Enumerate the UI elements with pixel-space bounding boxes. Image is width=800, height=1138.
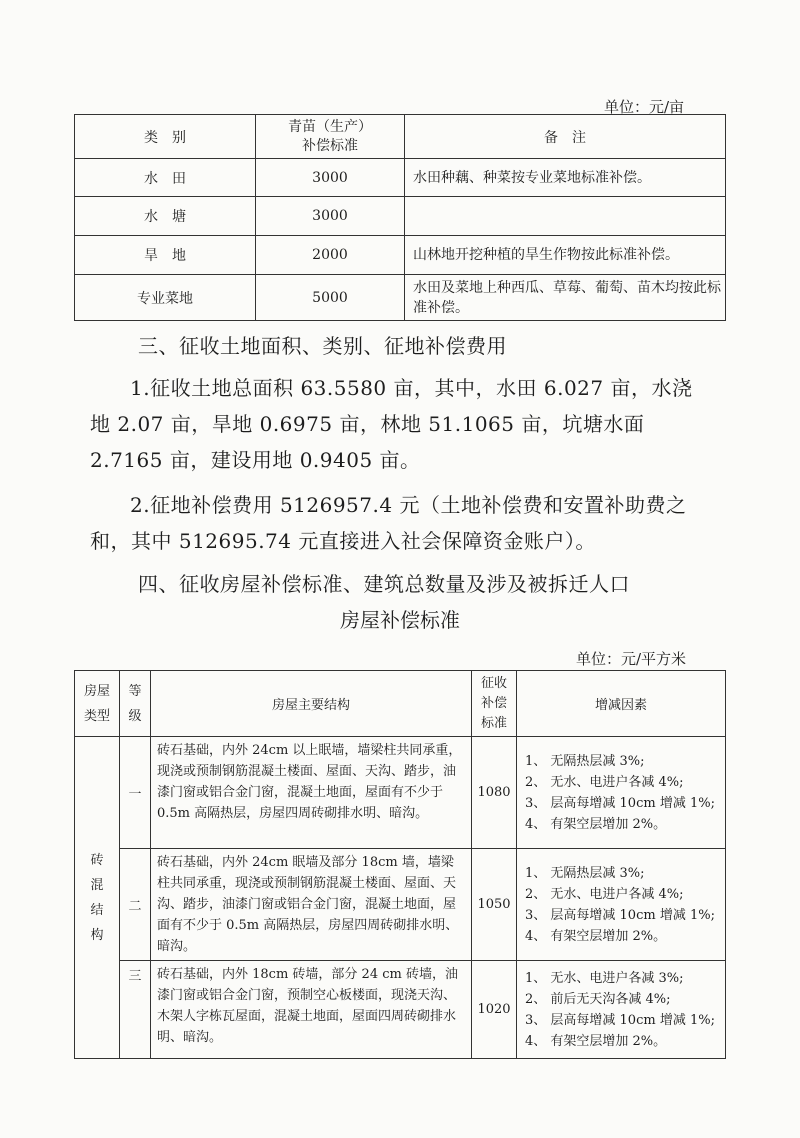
table-row [75, 849, 726, 961]
factor-item: 3、 层高每增减 10cm 增减 1%; [525, 1012, 715, 1028]
factor-item: 2、 无水、电进户各减 4%; [525, 886, 684, 902]
table-header-row [75, 671, 726, 737]
row-remarks: 水田及菜地上种西瓜、草莓、葡萄、苗木均按此标准补偿。 [405, 275, 726, 321]
factor-item: 4、 有架空层增加 2%。 [525, 1033, 667, 1049]
row-structure: 砖石基础，内外 24cm 眠墙及部分 18cm 墙，墙梁柱共同承重，现浇或预制钢筋混凝土楼面、屋面、天沟、踏步，油漆门窗或铝合金门窗，混凝土地面，屋面有不少于 0.5m 高隔热层，房屋四周砖砌排水明、暗沟。 [151, 849, 472, 961]
section3-paragraph-1: 1.征收土地总面积 63.5580 亩，其中，水田 6.027 亩，水浇地 2.07 亩，旱地 0.6975 亩，林地 51.1065 亩，坑塘水面 2.7165 亩，建设用地 0.9405 亩。 [90, 376, 693, 472]
row-standard: 1020 [472, 961, 517, 1059]
header-category: 类 别 [75, 115, 256, 159]
row-standard: 1080 [472, 737, 517, 849]
section3-heading: 三、征收土地面积、类别、征地补偿费用 [138, 334, 507, 358]
row-category: 水 田 [75, 159, 256, 197]
row-structure: 砖石基础，内外 24cm 以上眠墙，墙梁柱共同承重，现浇或预制钢筋混凝土楼面、屋面、天沟、踏步，油漆门窗或铝合金门窗，混凝土地面，屋面有不少于 0.5m 高隔热层，房屋四周砖砌排水明、暗沟。 [151, 737, 472, 849]
table-row [75, 159, 726, 197]
section4-heading: 四、征收房屋补偿标准、建筑总数量及涉及被拆迁人口 [138, 572, 630, 596]
table-row [75, 236, 726, 275]
row-grade: 一 [120, 737, 151, 849]
row-remarks: 水田种藕、种菜按专业菜地标准补偿。 [405, 159, 726, 197]
header-structure: 房屋主要结构 [151, 671, 472, 737]
row-remarks [405, 197, 726, 236]
factor-item: 4、 有架空层增加 2%。 [525, 816, 667, 832]
house-standard-title: 房屋补偿标准 [340, 608, 460, 632]
factor-item: 1、 无隔热层减 3%; [525, 865, 645, 881]
table-row [75, 197, 726, 236]
header-standard-line1: 青苗（生产） [288, 118, 372, 135]
table-row [75, 737, 726, 849]
header-standard: 征收补偿标准 [472, 671, 517, 737]
row-grade: 二 [120, 849, 151, 961]
row-standard: 5000 [256, 275, 405, 321]
row-factors [517, 961, 726, 1059]
table-row [75, 961, 726, 1059]
row-category: 专业菜地 [75, 275, 256, 321]
house-compensation-table [74, 670, 726, 1059]
row-standard: 3000 [256, 159, 405, 197]
factor-item: 4、 有架空层增加 2%。 [525, 928, 667, 944]
row-structure: 砖石基础，内外 18cm 砖墙，部分 24 cm 砖墙，油漆门窗或铝合金门窗，预制空心板楼面，现浇天沟、木架人字栋瓦屋面，混凝土地面，屋面四周砖砌排水明、暗沟。 [151, 961, 472, 1059]
row-factors [517, 849, 726, 961]
factor-item: 1、 无隔热层减 3%; [525, 753, 645, 769]
factor-item: 3、 层高每增减 10cm 增减 1%; [525, 795, 715, 811]
table2-unit: 单位：元/平方米 [576, 650, 687, 668]
header-standard [256, 115, 405, 159]
factor-item: 3、 层高每增减 10cm 增减 1%; [525, 907, 715, 923]
factor-item: 1、 无水、电进户各减 3%; [525, 970, 684, 986]
header-standard-line2: 补偿标准 [302, 137, 358, 154]
table-header-row [75, 115, 726, 159]
header-type: 房屋类型 [75, 671, 120, 737]
header-grade: 等级 [120, 671, 151, 737]
row-grade: 三 [120, 961, 151, 1059]
house-type-cell: 砖混结构 [75, 737, 120, 1059]
row-factors [517, 737, 726, 849]
row-standard: 1050 [472, 849, 517, 961]
table1-unit: 单位：元/亩 [604, 98, 685, 116]
header-remarks: 备 注 [405, 115, 726, 159]
seedling-compensation-table [74, 114, 726, 321]
row-standard: 2000 [256, 236, 405, 275]
section3-paragraph-2: 2.征地补偿费用 5126957.4 元（土地补偿费和安置补助费之和，其中 512695.74 元直接进入社会保障资金账户）。 [90, 493, 687, 553]
row-category: 旱 地 [75, 236, 256, 275]
header-factors: 增减因素 [517, 671, 726, 737]
row-remarks: 山林地开挖种植的旱生作物按此标准补偿。 [405, 236, 726, 275]
row-standard: 3000 [256, 197, 405, 236]
factor-item: 2、 无水、电进户各减 4%; [525, 774, 684, 790]
table-row [75, 275, 726, 321]
factor-item: 2、 前后无天沟各减 4%; [525, 991, 671, 1007]
row-category: 水 塘 [75, 197, 256, 236]
